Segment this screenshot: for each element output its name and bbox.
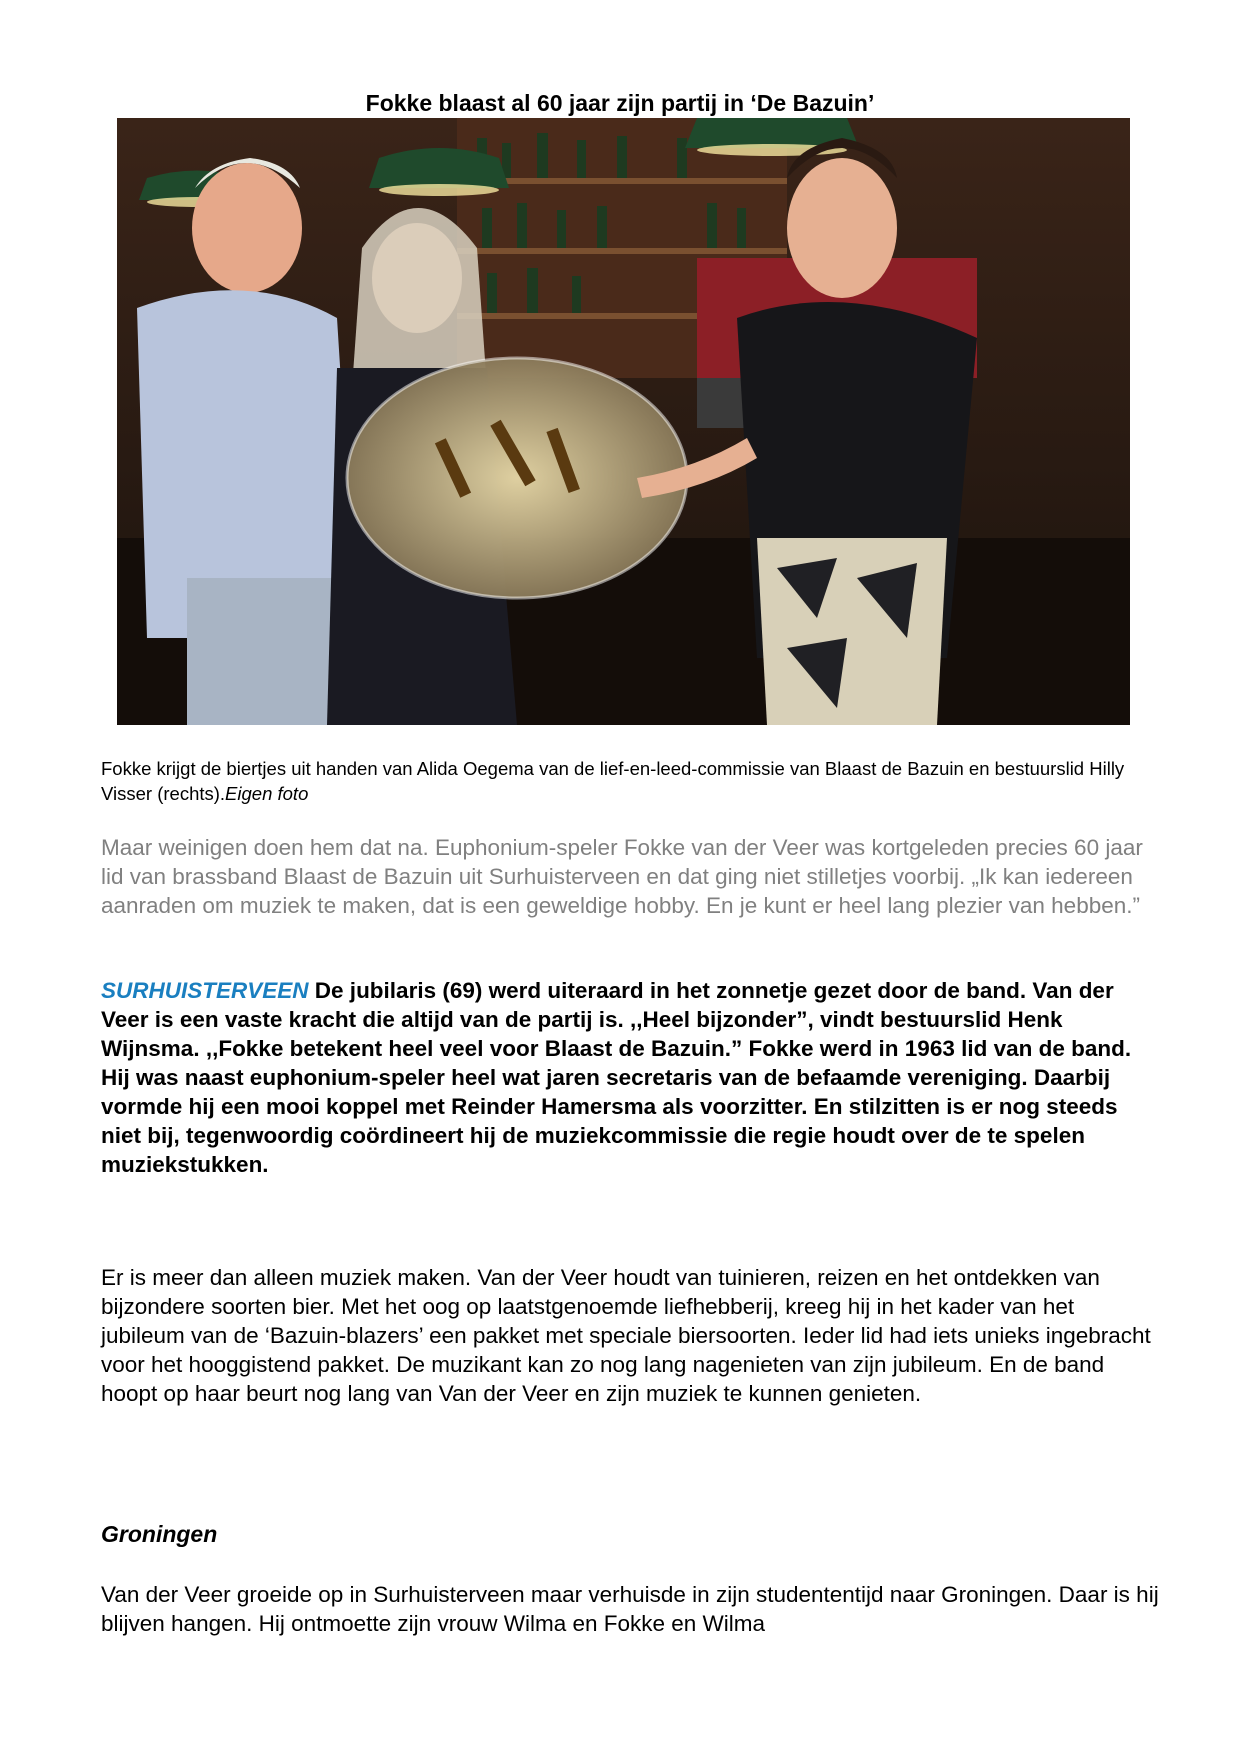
dateline: SURHUISTERVEEN — [101, 978, 309, 1003]
caption-text: Fokke krijgt de biertjes uit handen van Alida Oegema van de lief-en-leed-commissie van Blaast de Bazuin en bestuurslid Hilly Visser (rechts). — [101, 758, 1125, 804]
photo-caption — [101, 756, 1141, 806]
article-photo — [117, 118, 1130, 725]
lead-text: De jubilaris (69) werd uiteraard in het zonnetje gezet door de band. Van der Veer is een vaste kracht die altijd van de partij is. ,,Heel bijzonder”, vindt bestuurslid Henk Wijnsma. ,,Fokke betekent heel veel voor Blaast de Bazuin.” Fokke werd in 1963 lid van de band. Hij was naast euphonium-speler heel wat jaren secretaris van de befaamde vereniging. Daarbij vormde hij een mooi koppel met Reinder Hamersma als voorzitter. En stilzitten is er nog steeds niet bij, tegenwoordig coördineert hij de muziekcommissie die regie houdt over de te spelen muziekstukken. — [101, 978, 1132, 1177]
article-title: Fokke blaast al 60 jaar zijn partij in ‘De Bazuin’ — [365, 90, 875, 116]
section-subheading: Groningen — [101, 1521, 218, 1547]
article-body-paragraph: Van der Veer groeide op in Surhuisterveen maar verhuisde in zijn studententijd naar Groningen. Daar is hij blijven hangen. Hij ontmoette zijn vrouw Wilma en Fokke en Wilma — [101, 1582, 1159, 1636]
article-body-paragraph: Er is meer dan alleen muziek maken. Van der Veer houdt van tuinieren, reizen en het ontdekken van bijzondere soorten bier. Met het oog op laatstgenoemde liefhebberij, kreeg hij in het kader van het jubileum van de ‘Bazuin-blazers’ een pakket met speciale biersoorten. Ieder lid had iets unieks ingebracht voor het hooggistend pakket. De muzikant kan zo nog lang nagenieten van zijn jubileum. En de band hoopt op haar beurt nog lang van Van der Veer en zijn muziek te kunnen genieten. — [101, 1265, 1151, 1406]
article-lead — [101, 976, 1161, 1179]
photo-credit: Eigen foto — [225, 783, 309, 804]
photo-illustration — [117, 118, 1130, 725]
article-intro: Maar weinigen doen hem dat na. Euphonium-speler Fokke van der Veer was kortgeleden precies 60 jaar lid van brassband Blaast de Bazuin uit Surhuisterveen en dat ging niet stilletjes voorbij. „Ik kan iedereen aanraden om muziek te maken, dat is een geweldige hobby. En je kunt er heel lang plezier van hebben.” — [101, 835, 1143, 918]
